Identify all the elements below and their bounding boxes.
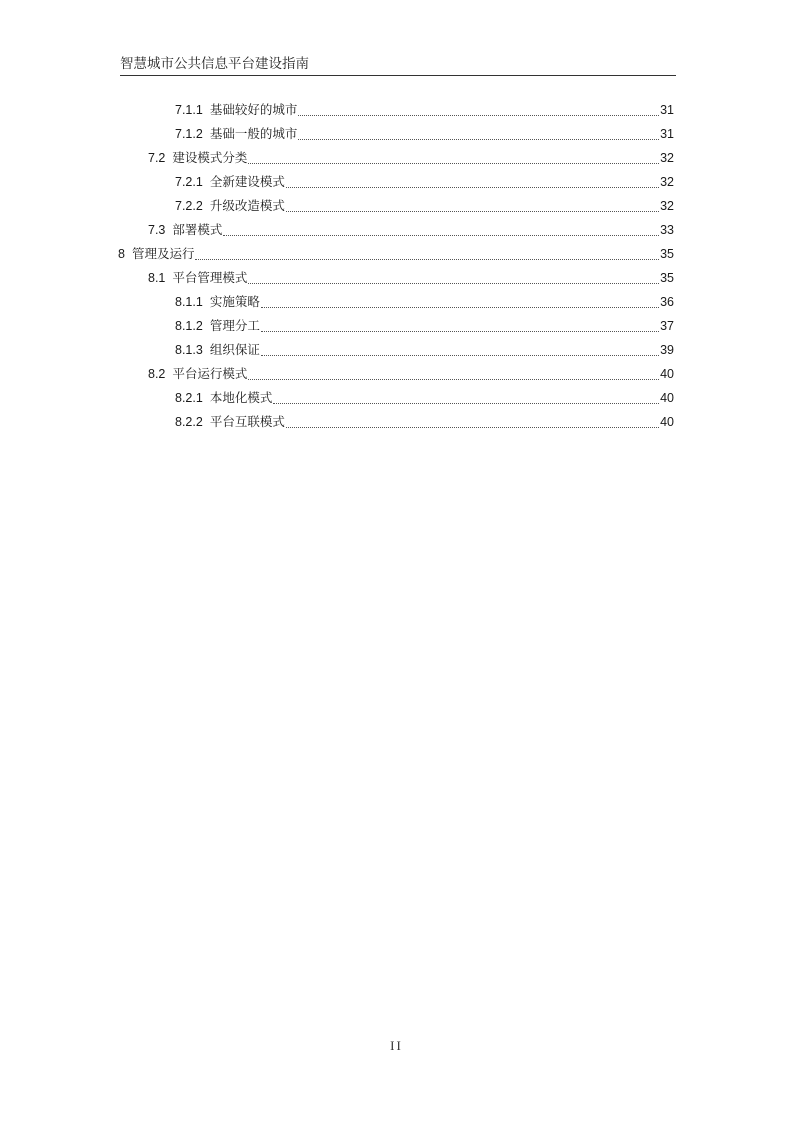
toc-dot-leader: [286, 427, 659, 428]
toc-entry-page: 40: [660, 391, 674, 405]
toc-dot-leader: [223, 235, 659, 236]
running-header: 智慧城市公共信息平台建设指南: [120, 56, 309, 72]
toc-entry-number: 7.1.2: [175, 127, 203, 141]
toc-dot-leader: [286, 211, 659, 212]
toc-entry-title: 部署模式: [172, 222, 223, 237]
toc-entry-page: 40: [660, 415, 674, 429]
toc-entry-page: 35: [660, 247, 674, 261]
toc-entry-page: 33: [660, 223, 674, 237]
toc-entry-number: 7.2.2: [175, 199, 203, 213]
toc-entry-number: 8.1.2: [175, 319, 203, 333]
toc-entry-number: 8.2: [148, 367, 166, 381]
toc-entry-title: 建设模式分类: [172, 150, 248, 165]
toc-entry-number: 8.2.1: [175, 391, 203, 405]
toc-entry-page: 32: [660, 151, 674, 165]
toc-entry-title: 平台运行模式: [172, 366, 248, 381]
toc-entry-title: 平台互联模式: [209, 414, 285, 429]
toc-dot-leader: [286, 187, 659, 188]
toc-entry-title: 基础较好的城市: [209, 102, 298, 117]
toc-entry-title: 管理及运行: [131, 246, 195, 261]
toc-entry-number: 7.2.1: [175, 175, 203, 189]
toc-entry-page: 32: [660, 199, 674, 213]
toc-entry-number: 8.1.3: [175, 343, 203, 357]
toc-entry-title: 平台管理模式: [172, 270, 248, 285]
toc-dot-leader: [273, 403, 659, 404]
toc-entry-title: 基础一般的城市: [209, 126, 298, 141]
toc-dot-leader: [261, 355, 659, 356]
toc-dot-leader: [298, 139, 659, 140]
toc-entry[interactable]: [118, 194, 674, 218]
toc-entry[interactable]: [118, 386, 674, 410]
toc-entry[interactable]: [118, 410, 674, 434]
toc-entry-title: 管理分工: [209, 318, 260, 333]
toc-entry[interactable]: [118, 146, 674, 170]
toc-entry-title: 全新建设模式: [209, 174, 285, 189]
toc-entry-title: 实施策略: [209, 294, 260, 309]
toc-entry-page: 40: [660, 367, 674, 381]
toc-entry-page: 39: [660, 343, 674, 357]
toc-entry-page: 32: [660, 175, 674, 189]
toc-entry-number: 8.1.1: [175, 295, 203, 309]
toc-entry-number: 8: [118, 247, 125, 261]
toc-entry[interactable]: [118, 170, 674, 194]
toc-dot-leader: [248, 283, 659, 284]
toc-entry-page: 35: [660, 271, 674, 285]
toc-entry[interactable]: [118, 218, 674, 242]
toc-entry-number: 8.1: [148, 271, 166, 285]
toc-entry-title: 升级改造模式: [209, 198, 285, 213]
toc-entry[interactable]: [118, 362, 674, 386]
toc-entry[interactable]: [118, 242, 674, 266]
toc-dot-leader: [261, 307, 659, 308]
toc-entry[interactable]: [118, 314, 674, 338]
toc-entry[interactable]: [118, 338, 674, 362]
page-number: II: [390, 1038, 403, 1053]
toc-entry-page: 36: [660, 295, 674, 309]
toc-entry[interactable]: [118, 290, 674, 314]
toc-dot-leader: [248, 379, 659, 380]
header-rule: [120, 75, 676, 76]
toc-entry-number: 7.1.1: [175, 103, 203, 117]
toc-dot-leader: [298, 115, 659, 116]
table-of-contents: [118, 98, 674, 434]
toc-entry-page: 37: [660, 319, 674, 333]
toc-entry-page: 31: [660, 127, 674, 141]
toc-entry-page: 31: [660, 103, 674, 117]
toc-entry[interactable]: [118, 122, 674, 146]
toc-entry-title: 本地化模式: [209, 390, 273, 405]
toc-dot-leader: [248, 163, 659, 164]
toc-dot-leader: [261, 331, 659, 332]
toc-entry-number: 8.2.2: [175, 415, 203, 429]
toc-entry-title: 组织保证: [209, 342, 260, 357]
toc-entry[interactable]: [118, 98, 674, 122]
toc-dot-leader: [195, 259, 659, 260]
toc-entry-number: 7.3: [148, 223, 166, 237]
toc-entry[interactable]: [118, 266, 674, 290]
toc-entry-number: 7.2: [148, 151, 166, 165]
